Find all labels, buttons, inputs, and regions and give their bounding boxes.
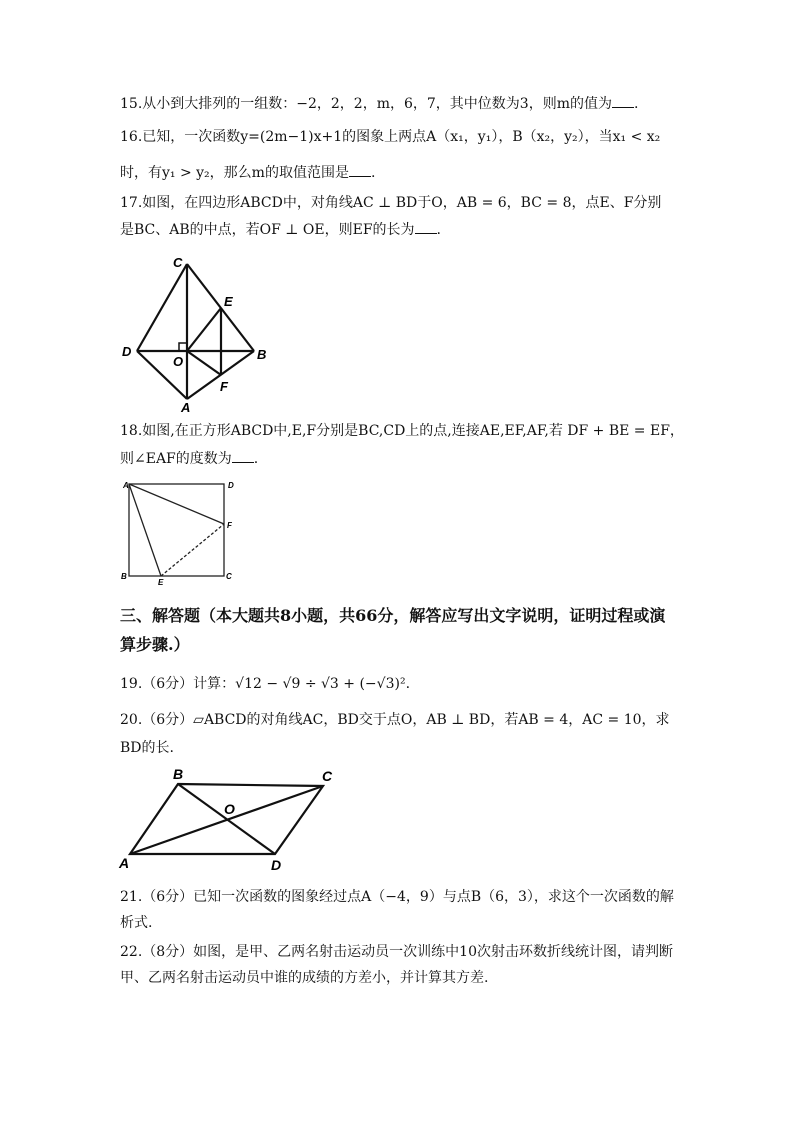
question-22-line1: 22.（8分）如图，是甲、乙两名射击运动员一次训练中10次射击环数折线统计图，请判断 [120, 944, 673, 960]
q17-segment-cd [137, 264, 187, 351]
section-3-heading-line2: 算步骤.） [120, 635, 190, 654]
q17-segment-oe [187, 308, 221, 351]
q18-answer-blank [232, 450, 254, 463]
q15-answer-blank [612, 95, 634, 108]
q20-diagonal-bd [178, 784, 275, 854]
question-15 [120, 94, 638, 114]
q19-end: . [405, 676, 411, 692]
q18-square [129, 484, 224, 576]
q16-text: 时，有y₁ > y₂，那么m的取值范围是 [120, 165, 349, 181]
q18-label-a: A [123, 481, 129, 490]
q17-label-o: O [173, 354, 184, 369]
question-18-line1: 18.如图,在正方形ABCD中,E,F分别是BC,CD上的点,连接AE,EF,AF,若 DF + BE = EF， [120, 423, 684, 439]
q18-segment-ae [129, 484, 161, 576]
q17-right-angle-mark [179, 343, 187, 351]
q17-label-a: A [181, 400, 191, 415]
q15-text: 15.从小到大排列的一组数：−2，2，2，m，6，7，其中位数为3，则m的值为 [120, 96, 612, 112]
q18-segment-af [129, 484, 224, 524]
q18-label-c: C [226, 572, 232, 581]
q17-segment-of [187, 351, 221, 375]
q17-end: . [436, 222, 441, 238]
q20-label-o: O [224, 801, 235, 817]
question-21-line2: 析式. [120, 915, 153, 931]
q18-segment-ef [161, 524, 224, 576]
q17-label-b: B [257, 347, 267, 362]
question-16-line2 [120, 163, 375, 183]
q17-figure [115, 250, 275, 416]
q20-figure [112, 762, 342, 874]
q17-label-c: C [173, 255, 183, 270]
question-20-line2: BD的长. [120, 740, 174, 756]
q20-label-a: A [119, 855, 130, 871]
q17-text: 是BC、AB的中点，若OF ⊥ OE，则EF的长为 [120, 222, 415, 238]
question-17-line1: 17.如图，在四边形ABCD中，对角线AC ⊥ BD于O，AB = 6，BC = 8，点E、F分别 [120, 195, 662, 211]
q18-figure [118, 476, 248, 586]
question-22-line2: 甲、乙两名射击运动员中谁的成绩的方差小，并计算其方差. [120, 970, 489, 986]
q16-end: . [370, 165, 376, 181]
q19-prefix: 19.（6分）计算： [120, 676, 236, 692]
question-19 [120, 674, 410, 694]
q20-label-d: D [271, 857, 282, 873]
q17-label-d: D [122, 344, 132, 359]
q18-label-e: E [158, 578, 164, 586]
q19-expression: √12 − √9 ÷ √3 + (−√3)² [235, 676, 406, 692]
q18-text: 则∠EAF的度数为 [120, 451, 232, 467]
section-3-heading-line1: 三、解答题（本大题共8小题，共66分，解答应写出文字说明，证明过程或演 [120, 606, 666, 625]
q20-label-b: B [173, 766, 184, 782]
q17-label-f: F [220, 379, 228, 394]
question-21-line1: 21.（6分）已知一次函数的图象经过点A（−4，9）与点B（6，3），求这个一次函数的解 [120, 889, 674, 905]
question-16-line1: 16.已知，一次函数y=(2m−1)x+1的图象上两点A（x₁，y₁），B（x₂，y₂），当x₁ < x₂ [120, 129, 661, 145]
q18-end: . [253, 451, 259, 467]
q17-answer-blank [415, 221, 437, 234]
q15-end: . [634, 96, 639, 112]
q18-label-f: F [227, 521, 232, 530]
q16-answer-blank [349, 164, 371, 177]
question-20-line1: 20.（6分）▱ABCD的对角线AC，BD交于点O，AB ⊥ BD，若AB = 4，AC = 10，求 [120, 712, 670, 728]
q18-label-d: D [228, 481, 234, 490]
q18-label-b: B [121, 572, 127, 581]
q20-label-c: C [322, 768, 333, 784]
q17-label-e: E [224, 294, 233, 309]
question-17-line2 [120, 220, 441, 240]
question-18-line2 [120, 449, 258, 469]
